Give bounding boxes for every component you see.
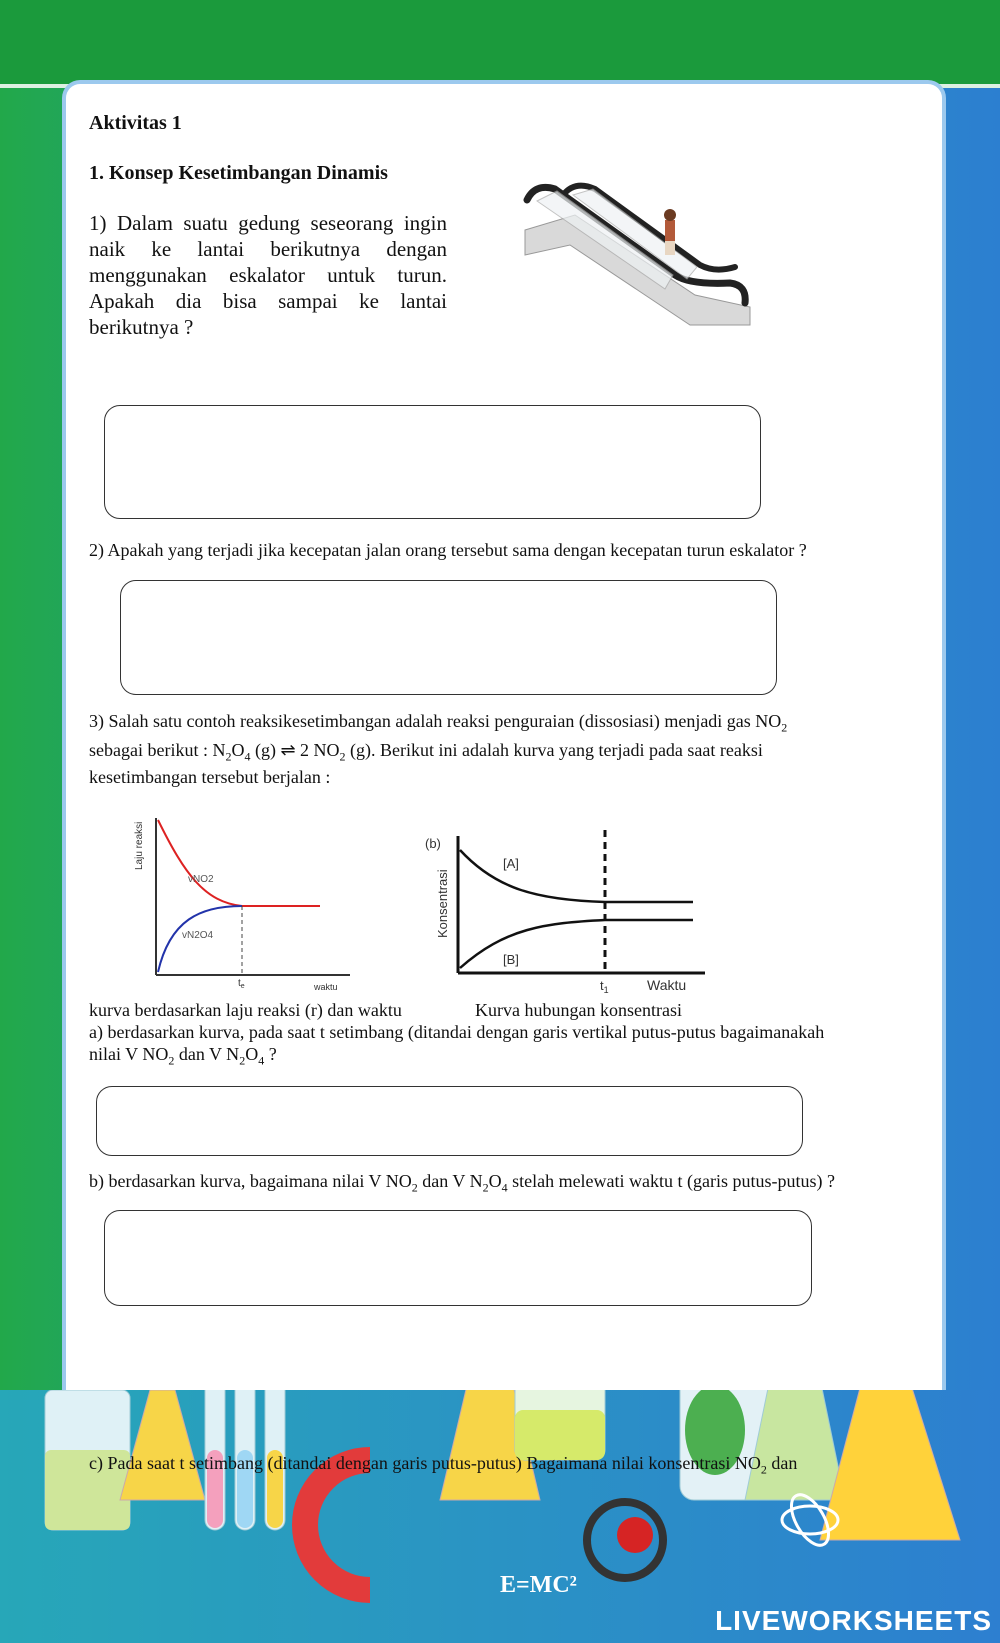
question-a-line-1: a) berdasarkan kurva, pada saat t setimbang (ditandai dengan garis vertikal putus-putus bagaimanakah	[89, 1022, 825, 1042]
section-title: 1. Konsep Kesetimbangan Dinamis	[89, 162, 388, 184]
answer-box-a[interactable]	[96, 1086, 803, 1156]
escalator-illustration	[515, 175, 755, 335]
chart-b-ylabel: Konsentrasi	[435, 869, 450, 938]
question-a-line-2: nilai V $NO_2$ dan V $N_2O_4$ ?	[89, 1044, 277, 1068]
answer-box-2[interactable]	[120, 580, 777, 695]
person-figure	[665, 220, 675, 242]
chart-b-label-b: [B]	[503, 952, 519, 967]
chart-a-label-vno2: vNO2	[188, 874, 214, 885]
chart-b-label-a: [A]	[503, 856, 519, 871]
chart-a-series-vno2	[158, 820, 320, 906]
formula-decoration: E=MC²	[500, 1572, 577, 1598]
answer-box-1[interactable]	[104, 405, 761, 519]
chart-b-series-b	[460, 920, 693, 968]
chart-reaction-rate	[130, 810, 360, 995]
question-1-text: 1) Dalam suatu gedung seseorang ingin naik ke lantai berikutnya dengan menggunakan eskalator untuk turun. Apakah dia bisa sampai ke lantai berikutnya ?	[89, 211, 447, 339]
chart-b-tick: $t_1$	[600, 978, 609, 995]
question-b-text: b) berdasarkan kurva, bagaimana nilai V $NO_2$ dan V $N_2O_4$ stelah melewati waktu t (garis putus-putus) ?	[89, 1171, 835, 1195]
top-green-band	[0, 0, 1000, 88]
chart-b-series-a	[460, 850, 693, 902]
activity-title: Aktivitas 1	[89, 112, 182, 134]
chart-a-label-vn2o4: vN2O4	[182, 930, 214, 941]
question-3-line-2: sebagai berikut : $N_2O_4$ (g) ⇌ 2 $NO_2$ (g). Berikut ini adalah kurva yang terjadi pada saat reaksi	[89, 740, 763, 764]
question-3-line-1: 3) Salah satu contoh reaksikesetimbangan adalah reaksi penguraian (dissosiasi) menjadi gas $NO_2$	[89, 711, 788, 735]
chart-a-caption: kurva berdasarkan laju reaksi (r) dan waktu	[89, 1000, 402, 1020]
question-2-text: 2) Apakah yang terjadi jika kecepatan jalan orang tersebut sama dengan kecepatan turun eskalator ?	[89, 540, 807, 560]
question-3-line-3: kesetimbangan tersebut berjalan :	[89, 767, 331, 787]
chart-b-xlabel: Waktu	[647, 977, 687, 993]
answer-box-b[interactable]	[104, 1210, 812, 1306]
chart-a-ylabel: Laju reaksi	[134, 821, 145, 870]
question-c-text: c) Pada saat t setimbang (ditandai dengan garis putus-putus) Bagaimana nilai konsentrasi $NO_2$ dan	[89, 1453, 798, 1477]
chart-b-panel-label: (b)	[425, 836, 441, 851]
chart-a-xlabel: waktu	[314, 982, 338, 992]
chart-concentration	[425, 828, 710, 998]
chart-a-tick: $t_e$	[238, 978, 245, 990]
liveworksheets-logo[interactable]: LIVEWORKSHEETS	[715, 1605, 992, 1636]
chart-b-caption: Kurva hubungan konsentrasi	[475, 1000, 682, 1020]
